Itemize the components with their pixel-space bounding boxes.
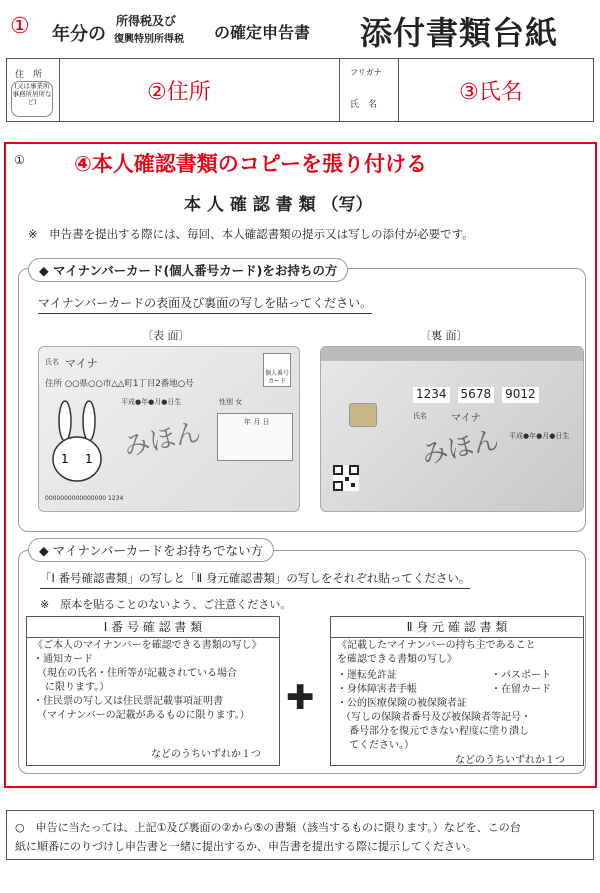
back-birth: 平成●年●月●日生 <box>509 432 570 440</box>
back-sample-watermark: みほん <box>419 425 502 471</box>
return-label: の確定申告書 <box>214 23 311 42</box>
front-serial: 0000000000000000 1234 <box>45 495 124 502</box>
front-birth: 平成●年●月●日生 <box>121 398 182 406</box>
furigana-label: フリガナ <box>350 68 382 77</box>
mynumber-instruction: マイナンバーカードの表面及び裏面の写しを貼ってください。 <box>38 294 372 314</box>
paste-instruction: ④本人確認書類のコピーを張り付ける <box>74 152 427 176</box>
box1-line: （マイナンバーの記載があるものに限ります。） <box>37 710 250 721</box>
front-name-label: 氏名 <box>45 358 59 366</box>
box1-line: に限ります。） <box>45 682 110 693</box>
box2-line: てください。） <box>349 740 414 751</box>
box1-footer: などのうちいずれか１つ <box>151 749 261 760</box>
front-address: 住所 ○○県○○市△△町1丁目2番地○号 <box>45 379 194 389</box>
name-value[interactable]: ③氏名 <box>459 80 523 105</box>
box2-line: 《記載したマイナンバーの持ち主であること <box>337 640 536 651</box>
front-sample-watermark: みほん <box>121 417 204 463</box>
document-title: 本 人 確 認 書 類 （写） <box>184 195 373 215</box>
footer-note-box <box>6 810 594 860</box>
no-mynumber-section-header: ◆ マイナンバーカードをお持ちでない方 <box>28 538 274 562</box>
box2-title: Ⅱ 身 元 確 認 書 類 <box>331 617 583 638</box>
back-number <box>413 387 573 403</box>
mynumber-section-header: ◆ マイナンバーカード(個人番号カード)をお持ちの方 <box>28 258 348 282</box>
svg-text:1: 1 <box>61 452 69 466</box>
back-name: マイナ <box>451 413 481 424</box>
front-label: 〔表 面〕 <box>142 329 190 342</box>
tax-type-line1: 所得税及び <box>116 14 177 28</box>
address-value[interactable]: ②住所 <box>147 80 211 105</box>
box1-line: （現在の氏名・住所等が記載されている場合 <box>37 668 237 679</box>
plus-icon: ✚ <box>286 678 315 718</box>
box2-footer: などのうちいずれか１つ <box>455 755 565 766</box>
box1-line: 《ご本人のマイナンバーを確認できる書類の写し》 <box>33 640 262 651</box>
box2-line: ・身体障害者手帳 <box>337 684 417 695</box>
mynumber-mascot-icon <box>47 399 107 489</box>
back-top-strip <box>321 347 583 361</box>
tax-type-line2: 復興特別所得税 <box>114 34 184 45</box>
box1-title: Ⅰ 番 号 確 認 書 類 <box>27 617 279 638</box>
annotation-circle-1: ① <box>10 14 30 39</box>
box1-line: ・通知カード <box>33 654 93 665</box>
name-label: 氏 名 <box>350 100 378 110</box>
front-sex: 性別 女 <box>219 398 243 406</box>
box2-line: ・運転免許証 <box>337 670 397 681</box>
address-name-table <box>6 58 594 122</box>
ic-chip-icon <box>349 403 377 427</box>
card-label: 個人番号カード <box>263 353 291 387</box>
address-label-paren: (又は事業所事務所居所など) <box>11 81 53 117</box>
front-name: マイナ <box>65 357 98 370</box>
footer-note-line1: ○ 申告に当たっては、上記①及び裏面の②から⑤の書類（該当するものに限ります。）などを、この台 <box>15 821 521 834</box>
identity-confirmation-box <box>330 616 584 766</box>
box2-line: を確認できる書類の写し》 <box>337 654 457 665</box>
box2-line: （写しの保険者番号及び被保険者等記号・ <box>341 712 531 723</box>
mynumber-card-front <box>38 346 300 512</box>
qr-code-icon <box>333 465 359 491</box>
svg-text:1: 1 <box>85 452 93 466</box>
year-label: 年分の <box>52 24 106 45</box>
original-warning: ※ 原本を貼ることのないよう、ご注意ください。 <box>40 598 292 611</box>
name-label-cell <box>339 59 399 121</box>
back-number-group: 9012 <box>502 387 539 403</box>
box2-line: 番号部分を復元できない程度に塗り潰し <box>349 726 529 737</box>
box2-line: ・公的医療保険の被保険者証 <box>337 698 467 709</box>
box2-right-item: ・パスポート <box>491 670 551 681</box>
box2-right-item: ・在留カード <box>491 684 551 695</box>
back-number-group: 5678 <box>458 387 495 403</box>
address-label: 住 所 <box>15 70 43 80</box>
box1-line: ・住民票の写し又は住民票記載事項証明書 <box>33 696 223 707</box>
submission-note: ※ 申告書を提出する際には、毎回、本人確認書類の提示又は写しの添付が必要です。 <box>28 227 474 241</box>
address-label-cell <box>7 59 60 121</box>
mynumber-card-back <box>320 346 584 512</box>
footer-note-line2: 紙に順番にのりづけし申告書と一緒に提出するか、申告書を提出する際に提示してください。 <box>15 840 477 853</box>
number-confirmation-box <box>26 616 280 766</box>
area-number: ① <box>14 153 25 167</box>
form-title: 添付書類台紙 <box>360 14 559 52</box>
back-label: 〔裏 面〕 <box>420 329 468 342</box>
back-number-group: 1234 <box>413 387 450 403</box>
back-name-label: 氏名 <box>413 412 427 420</box>
expiry-box <box>217 413 293 461</box>
front-expiry: 年 月 日 <box>244 418 270 426</box>
no-mynumber-instruction: 「Ⅰ 番号確認書類」の写しと「Ⅱ 身元確認書類」の写しをそれぞれ貼ってください。 <box>40 570 470 589</box>
